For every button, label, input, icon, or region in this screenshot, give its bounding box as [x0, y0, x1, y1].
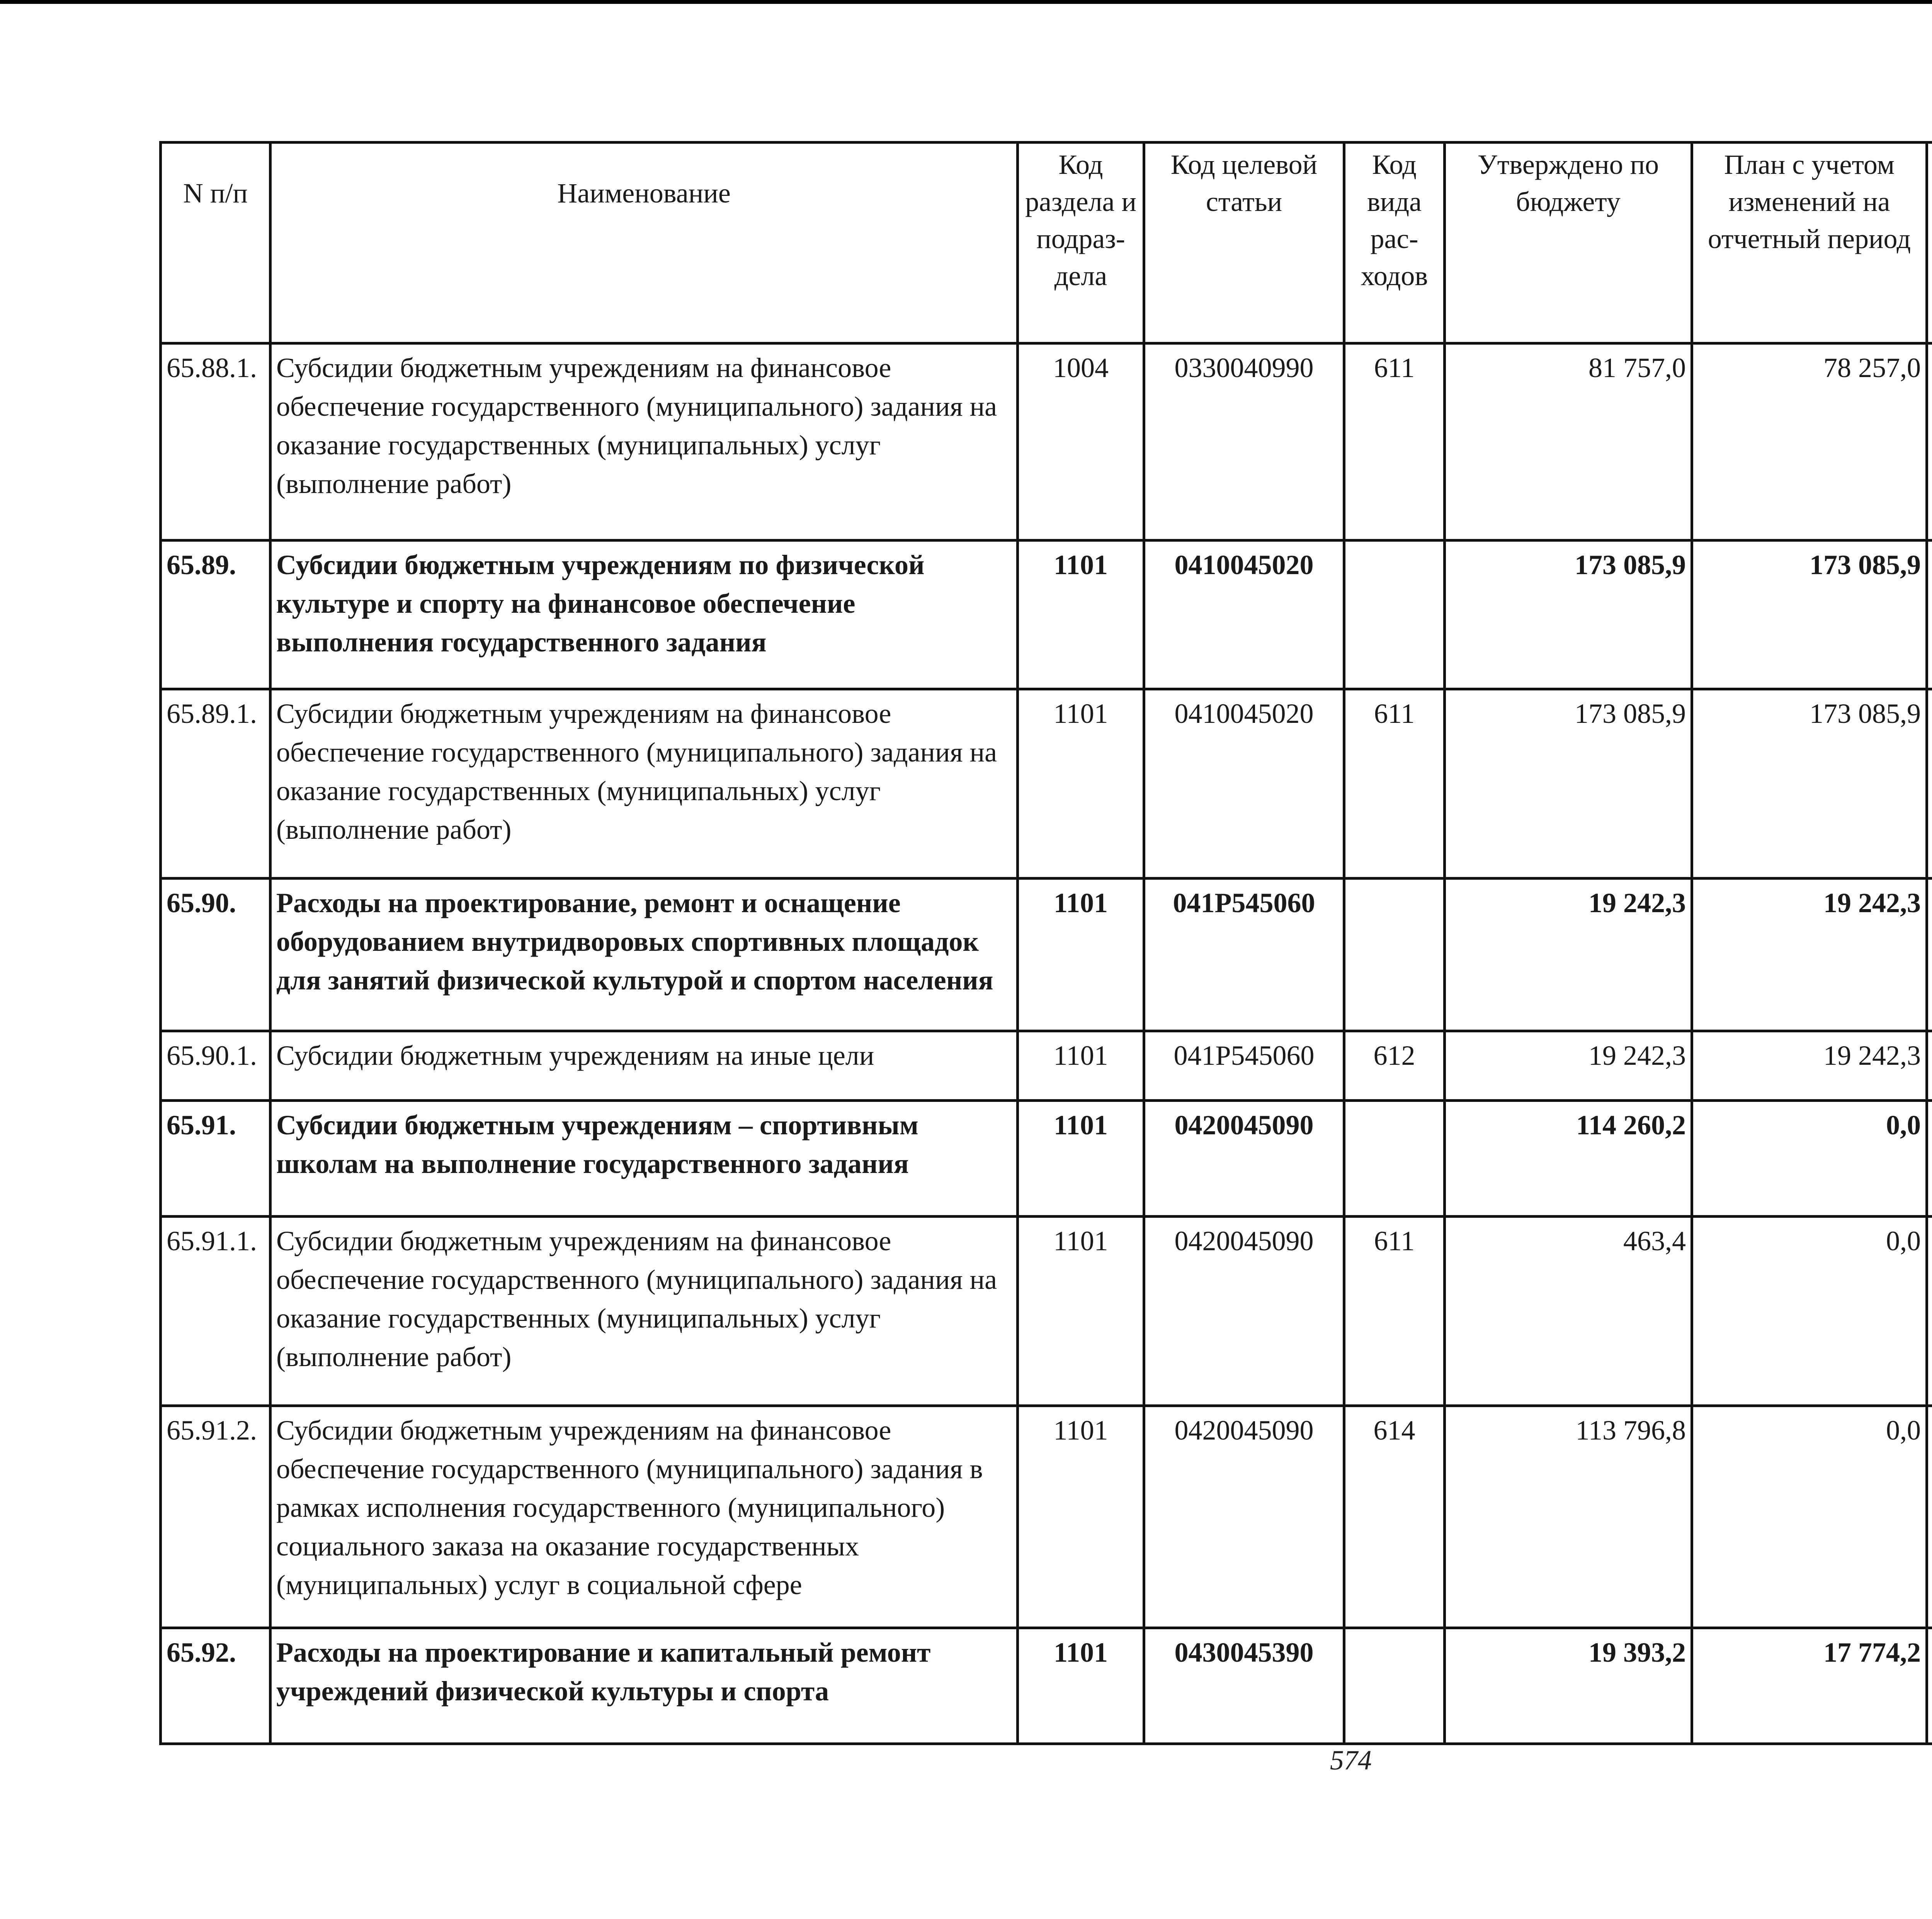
row-executed [1927, 689, 1932, 879]
row-approved: 113 796,8 [1445, 1406, 1692, 1628]
row-section-code: 1101 [1018, 1031, 1144, 1101]
row-expense-type: 611 [1344, 1217, 1445, 1406]
scan-top-edge [0, 0, 1932, 4]
row-plan: 19 242,3 [1692, 1031, 1927, 1101]
row-executed [1927, 541, 1932, 689]
row-expense-type: 611 [1344, 343, 1445, 541]
row-target-code: 0430045390 [1144, 1628, 1344, 1744]
table-row [161, 343, 1932, 541]
row-number: 65.91.1. [161, 1217, 270, 1406]
table-row [161, 1101, 1932, 1217]
row-approved: 114 260,2 [1445, 1101, 1692, 1217]
row-section-code: 1004 [1018, 343, 1144, 541]
table-row [161, 1406, 1932, 1628]
row-target-code: 041P545060 [1144, 879, 1344, 1031]
table-row [161, 1031, 1932, 1101]
row-target-code: 0330040990 [1144, 343, 1344, 541]
row-approved: 19 393,2 [1445, 1628, 1692, 1744]
header-num: N п/п [161, 143, 270, 343]
row-section-code: 1101 [1018, 1101, 1144, 1217]
row-expense-type [1344, 1628, 1445, 1744]
row-expense-type: 614 [1344, 1406, 1445, 1628]
table-row [161, 1217, 1932, 1406]
row-plan: 0,0 [1692, 1406, 1927, 1628]
row-target-code: 0410045020 [1144, 541, 1344, 689]
table-row [161, 1628, 1932, 1744]
row-number: 65.90.1. [161, 1031, 270, 1101]
row-executed [1927, 343, 1932, 541]
header-expense-type-code: Код вида рас-ходов [1344, 143, 1445, 343]
row-target-code: 0410045020 [1144, 689, 1344, 879]
table-row [161, 541, 1932, 689]
row-section-code: 1101 [1018, 1628, 1144, 1744]
row-section-code: 1101 [1018, 1406, 1144, 1628]
row-executed [1927, 1031, 1932, 1101]
row-number: 65.89.1. [161, 689, 270, 879]
row-executed [1927, 1406, 1932, 1628]
row-name: Субсидии бюджетным учреждениям – спортивным школам на выполнение государственного задания [270, 1101, 1018, 1217]
row-section-code: 1101 [1018, 879, 1144, 1031]
row-expense-type [1344, 1101, 1445, 1217]
row-approved: 19 242,3 [1445, 1031, 1692, 1101]
row-plan: 0,0 [1692, 1217, 1927, 1406]
table-row [161, 879, 1932, 1031]
row-approved: 81 757,0 [1445, 343, 1692, 541]
header-section-code: Код раздела и подраз-дела [1018, 143, 1144, 343]
row-name: Субсидии бюджетным учреждениям на финансовое обеспечение государственного (муниципального) задания в рамках исполнения государственного (муниципального) социального заказа на оказание государственных (муниципальных) услуг в социальной сфере [270, 1406, 1018, 1628]
row-name: Субсидии бюджетным учреждениям по физической культуре и спорту на финансовое обеспечение выполнения государственного задания [270, 541, 1018, 689]
row-name: Расходы на проектирование и капитальный ремонт учреждений физической культуры и спорта [270, 1628, 1018, 1744]
page-number: 574 [1330, 1745, 1372, 1776]
header-target-code: Код целевой статьи [1144, 143, 1344, 343]
row-approved: 173 085,9 [1445, 541, 1692, 689]
row-plan: 17 774,2 [1692, 1628, 1927, 1744]
budget-execution-table [159, 141, 1932, 1745]
row-number: 65.91.2. [161, 1406, 270, 1628]
row-number: 65.88.1. [161, 343, 270, 541]
row-name: Субсидии бюджетным учреждениям на финансовое обеспечение государственного (муниципального) задания на оказание государственных (муниципальных) услуг (выполнение работ) [270, 689, 1018, 879]
table-header [161, 143, 1932, 343]
row-plan: 78 257,0 [1692, 343, 1927, 541]
row-number: 65.89. [161, 541, 270, 689]
row-number: 65.92. [161, 1628, 270, 1744]
row-section-code: 1101 [1018, 1217, 1144, 1406]
table-body [161, 343, 1932, 1744]
row-target-code: 0420045090 [1144, 1217, 1344, 1406]
row-name: Субсидии бюджетным учреждениям на финансовое обеспечение государственного (муниципального) задания на оказание государственных (муниципальных) услуг (выполнение работ) [270, 343, 1018, 541]
row-approved: 463,4 [1445, 1217, 1692, 1406]
table-row [161, 689, 1932, 879]
row-approved: 173 085,9 [1445, 689, 1692, 879]
row-expense-type [1344, 879, 1445, 1031]
row-section-code: 1101 [1018, 541, 1144, 689]
row-plan: 19 242,3 [1692, 879, 1927, 1031]
header-executed [1927, 143, 1932, 343]
row-target-code: 041P545060 [1144, 1031, 1344, 1101]
row-section-code: 1101 [1018, 689, 1144, 879]
row-executed [1927, 1217, 1932, 1406]
row-name: Субсидии бюджетным учреждениям на финансовое обеспечение государственного (муниципального) задания на оказание государственных (муниципальных) услуг (выполнение работ) [270, 1217, 1018, 1406]
row-target-code: 0420045090 [1144, 1101, 1344, 1217]
row-executed [1927, 879, 1932, 1031]
row-executed [1927, 1101, 1932, 1217]
row-executed [1927, 1628, 1932, 1744]
header-plan: План с учетом изменений на отчетный период [1692, 143, 1927, 343]
row-plan: 173 085,9 [1692, 689, 1927, 879]
header-approved: Утверждено по бюджету [1445, 143, 1692, 343]
row-plan: 0,0 [1692, 1101, 1927, 1217]
row-plan: 173 085,9 [1692, 541, 1927, 689]
header-name: Наименование [270, 143, 1018, 343]
row-number: 65.90. [161, 879, 270, 1031]
row-expense-type [1344, 541, 1445, 689]
row-number: 65.91. [161, 1101, 270, 1217]
row-expense-type: 612 [1344, 1031, 1445, 1101]
row-name: Субсидии бюджетным учреждениям на иные цели [270, 1031, 1018, 1101]
row-target-code: 0420045090 [1144, 1406, 1344, 1628]
row-approved: 19 242,3 [1445, 879, 1692, 1031]
row-expense-type: 611 [1344, 689, 1445, 879]
row-name: Расходы на проектирование, ремонт и оснащение оборудованием внутридворовых спортивных площадок для занятий физической культурой и спортом населения [270, 879, 1018, 1031]
